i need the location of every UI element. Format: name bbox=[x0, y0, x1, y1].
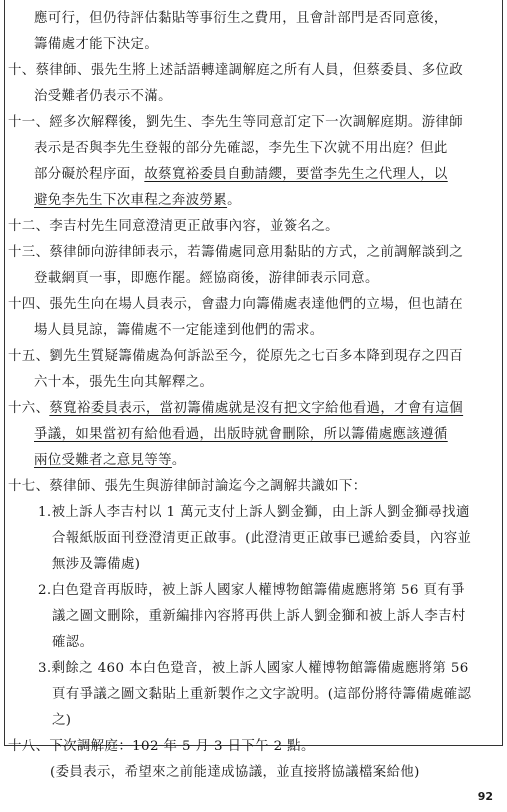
underlined-text: 爭議，如果當初有給他看過，出版時就會刪除，所以籌備處應該遵循 bbox=[34, 427, 448, 442]
text-segment: 十、蔡律師、張先生將上述話語轉達調解庭之所有人員，但蔡委員、多位政 bbox=[8, 63, 464, 78]
text-segment: 無涉及籌備處) bbox=[52, 557, 141, 572]
text-segment: 十一、經多次解釋後，劉先生、李先生等同意訂定下一次調解庭期。游律師 bbox=[8, 115, 464, 130]
text-line bbox=[8, 630, 498, 656]
text-line bbox=[8, 552, 498, 578]
text-segment: 議之圖文刪除，重新編排內容將再供上訴人劉金獅和被上訴人李吉村 bbox=[52, 609, 466, 624]
text-segment: 確認。 bbox=[52, 635, 94, 650]
text-segment: 應可行，但仍待評估黏貼等事衍生之費用，且會計部門是否同意後， bbox=[34, 11, 448, 26]
text-segment: 之) bbox=[52, 713, 72, 728]
text-segment: 表示是否與李先生登報的部分先確認，李先生下次就不用出庭？但此 bbox=[34, 141, 448, 156]
text-line bbox=[8, 162, 498, 188]
text-line bbox=[8, 110, 498, 136]
text-segment: 十二、李吉村先生同意澄清更正啟事內容，並簽名之。 bbox=[8, 219, 339, 234]
text-segment: 十六、 bbox=[8, 401, 50, 416]
underlined-text: 蔡寬裕委員表示，當初籌備處就是沒有把文字給他看過，才會有這個 bbox=[49, 401, 464, 416]
text-segment: (委員表示，希望來之前能達成協議，並直接將協議檔案給他) bbox=[50, 765, 420, 780]
text-segment: 登載網頁一事，即應作罷。經協商後，游律師表示同意。 bbox=[34, 271, 379, 286]
text-segment: 十八、下次調解庭：102 年 5 月 3 日下午 2 點。 bbox=[8, 739, 315, 754]
text-segment: 十四、張先生向在場人員表示，會盡力向籌備處表達他們的立場，但也請在 bbox=[8, 297, 464, 312]
underlined-text: 避免李先生下次車程之奔波勞累 bbox=[34, 193, 228, 208]
underlined-text: 故蔡寬裕委員自動請纓，要當李先生之代理人，以 bbox=[144, 167, 448, 182]
text-line bbox=[8, 266, 498, 292]
text-segment: 頁有爭議之圖文黏貼上重新製作之文字說明。(這部份將待籌備處確認 bbox=[52, 687, 472, 702]
text-segment: 1.被上訴人李吉村以 1 萬元支付上訴人劉金獅，由上訴人劉金獅尋找適 bbox=[38, 505, 470, 520]
text-line bbox=[8, 604, 498, 630]
underlined-text: 兩位受難者之意見等等 bbox=[34, 453, 172, 468]
text-line bbox=[8, 526, 498, 552]
text-line bbox=[8, 136, 498, 162]
text-segment: 2.白色跫音再版時，被上訴人國家人權博物館籌備處應將第 56 頁有爭 bbox=[38, 583, 465, 598]
text-segment: 六十本，張先生向其解釋之。 bbox=[34, 375, 214, 390]
text-line bbox=[8, 240, 498, 266]
page-number: 92 bbox=[477, 790, 493, 803]
text-segment: 治受難者仍表示不滿。 bbox=[34, 89, 172, 104]
text-line bbox=[8, 578, 498, 604]
text-segment: 。 bbox=[171, 453, 186, 468]
text-line bbox=[8, 448, 498, 474]
text-segment: 部分礙於程序面， bbox=[34, 167, 145, 182]
text-line bbox=[8, 500, 498, 526]
text-line bbox=[8, 396, 498, 422]
text-line bbox=[8, 474, 498, 500]
text-line bbox=[8, 734, 498, 760]
text-segment: 十五、劉先生質疑籌備處為何訴訟至今，從原先之七百多本降到現存之四百 bbox=[8, 349, 464, 364]
text-line bbox=[8, 188, 498, 214]
text-line bbox=[8, 370, 498, 396]
text-segment: 合報紙版面刊登澄清更正啟事。(此澄清更正啟事已遞給委員，內容並 bbox=[52, 531, 472, 546]
text-line bbox=[8, 656, 498, 682]
text-line bbox=[8, 32, 498, 58]
text-line bbox=[8, 708, 498, 734]
text-line bbox=[8, 682, 498, 708]
text-segment: 。 bbox=[227, 193, 241, 208]
text-segment: 十三、蔡律師向游律師表示，若籌備處同意用黏貼的方式，之前調解談到之 bbox=[8, 245, 464, 260]
text-line bbox=[8, 58, 498, 84]
text-segment: 場人員見諒，籌備處不一定能達到他們的需求。 bbox=[34, 323, 324, 338]
text-line bbox=[8, 84, 498, 110]
text-line bbox=[8, 318, 498, 344]
text-segment: 十七、蔡律師、張先生與游律師討論迄今之調解共識如下： bbox=[8, 479, 367, 494]
text-line bbox=[8, 760, 498, 786]
text-line bbox=[8, 6, 498, 32]
text-segment: 3.剩餘之 460 本白色跫音，被上訴人國家人權博物館籌備處應將第 56 bbox=[38, 661, 469, 676]
document-body bbox=[8, 6, 498, 786]
text-line bbox=[8, 214, 498, 240]
text-line bbox=[8, 344, 498, 370]
text-line bbox=[8, 292, 498, 318]
text-segment: 籌備處才能下決定。 bbox=[34, 37, 159, 52]
text-line bbox=[8, 422, 498, 448]
